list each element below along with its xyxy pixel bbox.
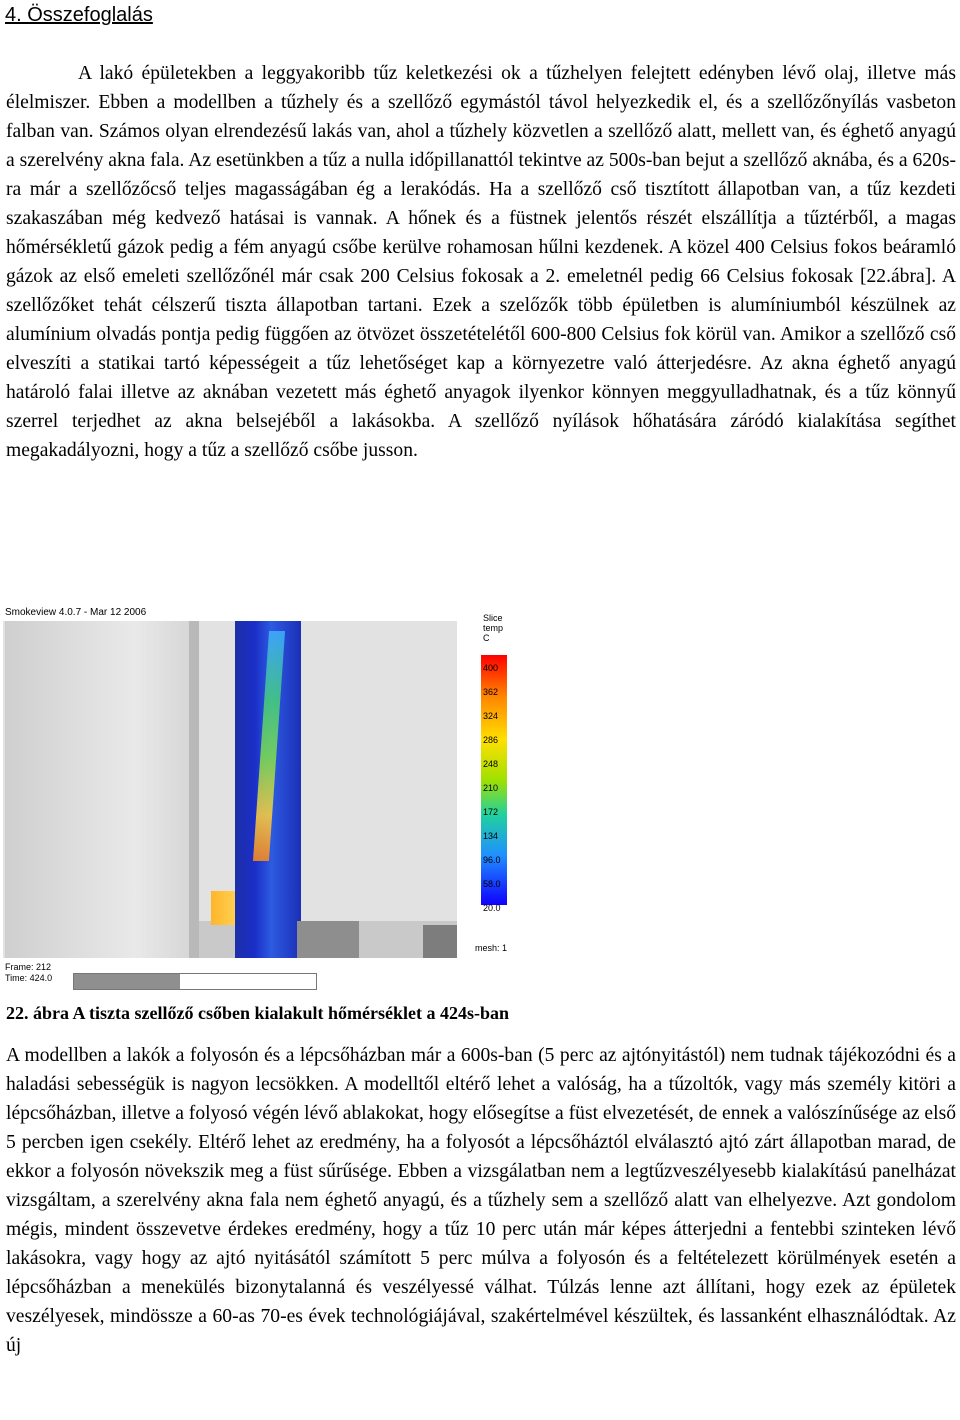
figure-caption: 22. ábra A tiszta szellőző csőben kialakult hőmérséklet a 424s-ban [6, 1003, 509, 1023]
summary-paragraph: A lakó épületekben a leggyakoribb tűz keletkezési ok a tűzhelyen felejtett edényben lévő olaj, illetve más élelmiszer. Ebben a modellben a tűzhely és a szellőző egymástól távol helyezkedik el, és a szellőzőnyílás vasbeton falban van. Számos olyan elrendezésű lakás van, ahol a tűzhely közvetlen a szellőző alatt, mellett van, és éghető anyagú a szerelvény akna fala. Az esetünkben a tűz a nulla időpillanattól tekintve az 500s-ban bejut a szellőző aknába, és a 620s-ra már a szellőzőcső teljes magasságában ég a lerakódás. Ha a szellőző cső tisztított állapotban van, a tűz kezdeti szakaszában még kedvező hatásai is vannak. A hőnek és a füstnek jelentős részét elszállítja a tűztérből, a magas hőmérsékletű gázok pedig a fém anyagú csőbe kerülve rohamosan hűlni kezdenek. A közel 400 Celsius fokos beáramló gázok az első emeleti szellőzőnél már csak 200 Celsius fokosak a 2. emeletnél pedig 66 Celsius fokosak [22.ábra]. A szellőzőket tehát célszerű tiszta állapotban tartani. Ezek a szelőzők több épületben is alumíniumból készülnek az alumínium olvadás pontja pedig függően az ötvözet összetételétől 600-800 Celsius fok körül van. Amikor a szellőző cső elveszíti a statikai tartó képességeit a tűz lehetőséget kap a környezetre való átterjedésre. Az akna éghető anyagú határoló falai illetve az aknában vezetett más éghető anyagok ilyenkor könnyen meggyulladhatnak, és a tűz könnyű szerrel terjedhet az akna belsejéből a lakásokba. A szellőző nyílások hőhatására záródó kialakítása segíthet megakadályozni, hogy a tűz a szellőző csőbe jusson. [6, 63, 956, 461]
section-heading: 4. Összefoglalás [5, 4, 153, 26]
colorbar-tick-label: 172 [483, 807, 499, 817]
smokeview-title: Smokeview 4.0.7 - Mar 12 2006 [5, 607, 147, 618]
colorbar-tick-label: 58.0 [483, 879, 501, 889]
wall-surface [5, 621, 191, 958]
colorbar-tick-label: 324 [483, 711, 499, 721]
colorbar-tick-label: 248 [483, 759, 499, 769]
simulation-scene [3, 621, 457, 958]
frame-info [5, 962, 52, 984]
colorbar-header-line: Slice [483, 613, 503, 623]
time-label: Time: 424.0 [5, 973, 53, 983]
colorbar-header-line: temp [483, 623, 504, 633]
mesh-label: mesh: 1 [475, 943, 508, 953]
time-slider-fill [74, 974, 180, 989]
floor-slab [297, 921, 359, 958]
time-slider[interactable] [73, 973, 317, 990]
floor-slab [423, 925, 457, 958]
wall-edge [189, 621, 199, 958]
colorbar-tick-label: 20.0 [483, 903, 501, 913]
colorbar-tick-label: 134 [483, 831, 499, 841]
colorbar-tick-label: 286 [483, 735, 499, 745]
colorbar-header [483, 613, 503, 643]
colorbar-tick-label: 96.0 [483, 855, 501, 865]
smokeview-figure [3, 605, 523, 992]
frame-label: Frame: 212 [5, 962, 52, 972]
colorbar-tick-label: 400 [483, 663, 499, 673]
colorbar-tick-label: 362 [483, 687, 499, 697]
colorbar-header-line: C [483, 633, 490, 643]
colorbar-tick-label: 210 [483, 783, 499, 793]
body-paragraph: A modellben a lakók a folyosón és a lépcsőházban már a 600s-ban (5 perc az ajtónyitástól) nem tudnak tájékozódni és a haladási sebességük is nagyon lecsökken. A modelltől eltérő lehet a valóság, ha a tűzoltók, vagy más személy kitöri a lépcsőházban, illetve a folyosó végén lévő ablakokat, hogy elősegítse a füst elvezetését, de ennek a valószínűsége az első 5 percben igen csekély. Eltérő lehet az eredmény, ha a folyosót a lépcsőháztól elválasztó ajtó zárt állapotban marad, de ekkor a folyosón növekszik meg a füst sűrűsége. Ebben a vizsgálatban nem a legtűzveszélyesebb kialakítású panelházat vizsgáltam, a szerelvény akna fala nem éghető anyagú, és a tűzhely sem a szellőző alatt van elhelyezve. Azt gondolom mégis, mindent összevetve érdekes eredmény, hogy a tűz 10 perc után már képes átterjedni a fentebbi szinteken lévő lakásokra, vagy hogy az ajtó nyitásától számított 5 perc múlva a folyosón és a feltételezett körülmények esetén a lépcsőházban a menekülés bizonytalanná és veszélyessé válhat. Túlzás lenne azt állítani, hogy ezek az épületek veszélyesek, mindössze a 60-as 70-es évek technológiájával, szakértelmével készültek, és lassanként elhasználódtak. Az új [6, 1045, 956, 1356]
